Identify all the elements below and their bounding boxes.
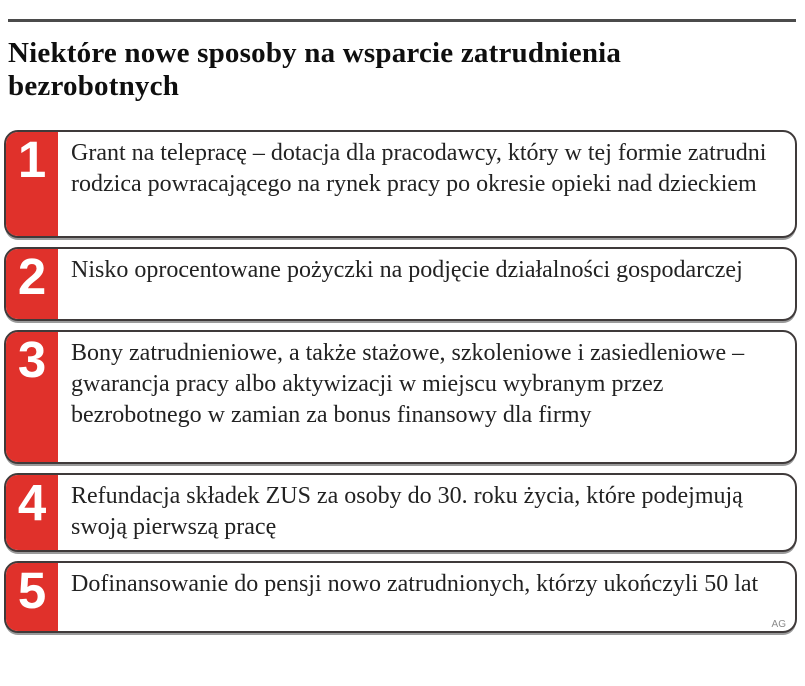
- item-number-badge: 3: [6, 332, 58, 462]
- page-title-line-1: Niektóre nowe sposoby na wsparcie zatrudnienia: [8, 37, 622, 69]
- page-title-line-2: bezrobotnych: [8, 70, 180, 102]
- list-item-4: [4, 473, 797, 552]
- item-number-badge: 1: [6, 132, 58, 236]
- item-number-badge: 4: [6, 475, 58, 550]
- item-text: Dofinansowanie do pensji nowo zatrudnionych, którzy ukończyli 50 lat: [71, 571, 759, 597]
- list-item-2: [4, 247, 797, 321]
- item-text: Refundacja składek ZUS za osoby do 30. roku życia, które podejmują swoją pierwszą pracę: [71, 483, 743, 540]
- list-item-1: [4, 130, 797, 238]
- item-text: Grant na telepracę – dotacja dla pracodawcy, który w tej formie zatrudni rodzica powracającego na rynek pracy po okresie opieki nad dzieckiem: [71, 140, 767, 197]
- item-number-badge: 2: [6, 249, 58, 319]
- item-number-badge: 5: [6, 563, 58, 631]
- page-title: [8, 37, 797, 103]
- item-text: Nisko oprocentowane pożyczki na podjęcie działalności gospodarczej: [71, 257, 743, 283]
- list-item-3: [4, 330, 797, 464]
- list-item-5: [4, 561, 797, 633]
- top-rule: [8, 19, 796, 22]
- items-list: [4, 130, 797, 633]
- item-text: Bony zatrudnieniowe, a także stażowe, szkoleniowe i zasiedleniowe – gwarancja pracy albo aktywizacji w miejscu wybranym przez bezrobotnego w zamian za bonus finansowy dla firmy: [71, 340, 745, 428]
- author-credit: AG: [771, 619, 786, 630]
